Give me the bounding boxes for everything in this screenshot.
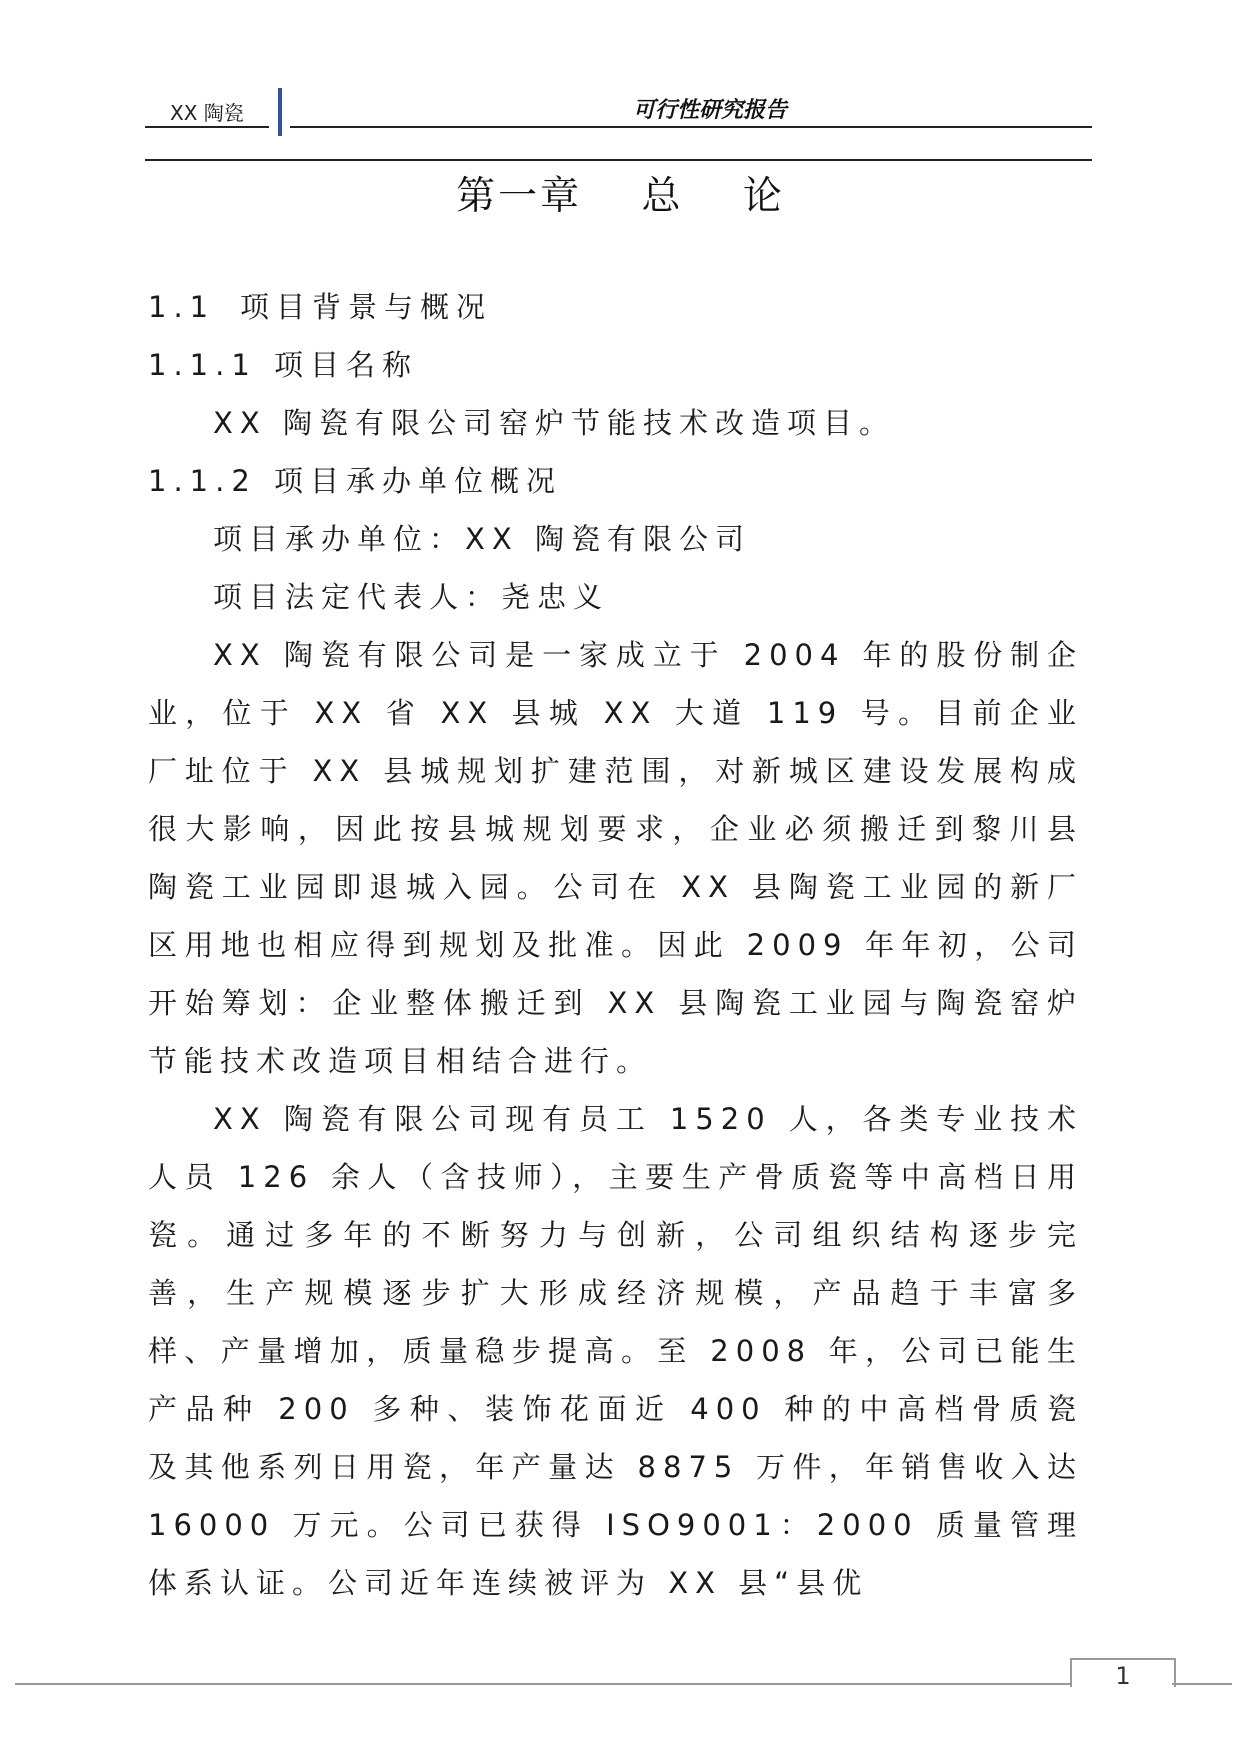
section-heading-1-1-2 (148, 452, 1083, 510)
section-title: 项目名称 (274, 348, 419, 382)
section-heading-1-1-1 (148, 336, 1083, 394)
header-rule-full (145, 159, 1092, 161)
undertaking-unit-line: 项目承办单位：XX 陶瓷有限公司 (213, 522, 751, 556)
section-number: 1.1 (148, 290, 216, 324)
footer-rule-left (15, 1683, 1070, 1685)
page-footer (0, 1650, 1241, 1754)
header-rule-right (290, 126, 1092, 128)
header-rule-left (145, 126, 269, 128)
header-report-title: 可行性研究报告 (632, 98, 787, 123)
document-body (148, 278, 1083, 1612)
header-accent-bar (278, 88, 282, 136)
legal-representative-line: 项目法定代表人：尧忠义 (213, 580, 610, 614)
section-title: 项目承办单位概况 (274, 464, 563, 498)
footer-rule-right (1172, 1683, 1232, 1685)
project-name-text: XX 陶瓷有限公司窑炉节能技术改造项目。 (213, 406, 895, 440)
page-header (0, 0, 1241, 170)
page-number: 1 (1115, 1662, 1131, 1690)
section-number: 1.1.2 (148, 464, 257, 498)
chapter-title: 第一章 总 论 (456, 174, 785, 219)
header-company: XX 陶瓷 (170, 101, 244, 125)
company-intro-paragraph: XX 陶瓷有限公司是一家成立于 2004 年的股份制企业，位于 XX 省 XX 县城 XX 大道 119 号。目前企业厂址位于 XX 县城规划扩建范围，对新城区建设发展构成很大影响，因此按县城规划要求，企业必须搬迁到黎川县陶瓷工业园即退城入园。公司在 XX 县陶瓷工业园的新厂区用地也相应得到规划及批准。因此 2009 年年初，公司开始筹划：企业整体搬迁到 XX 县陶瓷工业园与陶瓷窑炉节能技术改造项目相结合进行。 (148, 638, 1083, 1078)
section-title: 项目背景与概况 (240, 290, 493, 324)
section-number: 1.1.1 (148, 348, 257, 382)
company-profile-paragraph: XX 陶瓷有限公司现有员工 1520 人，各类专业技术人员 126 余人（含技师），主要生产骨质瓷等中高档日用瓷。通过多年的不断努力与创新，公司组织结构逐步完善，生产规模逐步扩大形成经济规模，产品趋于丰富多样、产量增加，质量稳步提高。至 2008 年，公司已能生产品种 200 多种、装饰花面近 400 种的中高档骨质瓷及其他系列日用瓷，年产量达 8875 万件，年销售收入达 16000 万元。公司已获得 ISO9001：2000 质量管理体系认证。公司近年连续被评为 XX 县“县优 (148, 1102, 1083, 1600)
section-heading-1-1 (148, 278, 1083, 336)
